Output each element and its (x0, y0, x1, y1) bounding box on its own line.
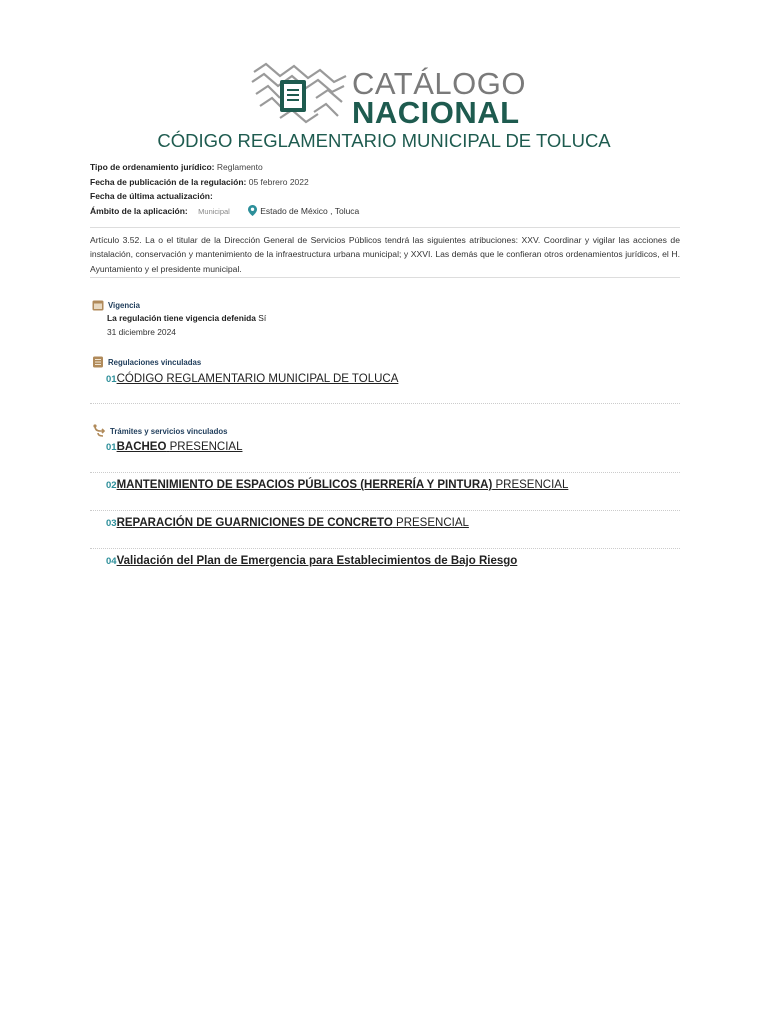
logo-text-nacional: NACIONAL (352, 95, 520, 130)
tramite-link[interactable] (117, 517, 469, 529)
regulacion-item (106, 372, 398, 387)
meta-ambito-label: Ámbito de la aplicación: (90, 205, 188, 216)
tramite-item (106, 516, 469, 531)
divider (90, 510, 680, 511)
tramite-name: MANTENIMIENTO DE ESPACIOS PÚBLICOS (HERRERÍA Y PINTURA) (116, 479, 493, 491)
tramite-mode: PRESENCIAL (169, 441, 243, 453)
tramite-item (106, 554, 517, 569)
tramites-heading-text: Trámites y servicios vinculados (110, 426, 228, 436)
divider (90, 277, 680, 278)
calendar-icon (92, 299, 104, 311)
catalog-logo-icon (250, 62, 350, 128)
meta-fecha-actualizacion (90, 189, 680, 204)
regulaciones-heading-text: Regulaciones vinculadas (108, 357, 202, 367)
tramite-mode: PRESENCIAL (396, 517, 469, 529)
vigencia-heading-text: Vigencia (108, 300, 140, 310)
logo-text-catalogo: CATÁLOGO (352, 66, 526, 101)
meta-ambito-value: Municipal (198, 206, 230, 216)
document-metadata (90, 160, 680, 219)
divider (90, 548, 680, 549)
tramite-name: BACHEO (116, 441, 167, 453)
tramite-name: REPARACIÓN DE GUARNICIONES DE CONCRETO (116, 517, 393, 529)
meta-fecha-pub-label: Fecha de publicación de la regulación: (90, 176, 247, 187)
meta-fecha-publicacion (90, 175, 680, 190)
tramite-link[interactable] (117, 555, 518, 567)
document-title: CÓDIGO REGLAMENTARIO MUNICIPAL DE TOLUCA (157, 130, 611, 151)
meta-location: Estado de México , Toluca (260, 205, 360, 216)
meta-tipo-value: Reglamento (216, 162, 263, 172)
divider (90, 472, 680, 473)
tramite-link[interactable] (117, 479, 569, 491)
tramites-heading (92, 424, 227, 438)
vigencia-label: La regulación tiene vigencia defenida (107, 313, 256, 323)
tramite-name: Validación del Plan de Emergencia para Establecimientos de Bajo Riesgo (116, 555, 518, 567)
location-pin-icon (248, 205, 257, 216)
tramite-item (106, 478, 568, 493)
article-text: Artículo 3.52. La o el titular de la Dirección General de Servicios Públicos tendrá las siguientes atribuciones: XXV. Coordinar y vigilar las acciones de instalación, conservación y mantenimiento de la infraestructura urbana municipal; y XXVI. Las demás que le confieran otros ordenamientos jurídicos, el H. Ayuntamiento y el presidente municipal. (90, 235, 680, 274)
divider (90, 403, 680, 404)
vigencia-heading (92, 299, 140, 311)
tramite-item (106, 440, 242, 455)
item-number: 02 (106, 480, 117, 491)
regulaciones-heading (92, 356, 201, 368)
vigencia-value: Sí (258, 313, 267, 323)
vigencia-status (107, 313, 266, 323)
tramite-link[interactable] (117, 441, 243, 453)
item-number: 04 (106, 556, 117, 567)
item-number: 01 (106, 374, 117, 385)
meta-ambito (90, 204, 680, 220)
item-number: 01 (106, 442, 117, 453)
divider (90, 227, 680, 228)
document-icon (92, 356, 104, 368)
link-arrows-icon (92, 424, 106, 438)
tramite-mode: PRESENCIAL (495, 479, 569, 491)
meta-tipo-label: Tipo de ordenamiento jurídico: (90, 162, 215, 172)
item-number: 03 (106, 518, 117, 529)
catalogo-nacional-logo (250, 62, 526, 130)
meta-fecha-act-label: Fecha de última actualización: (90, 191, 213, 201)
vigencia-date: 31 diciembre 2024 (107, 327, 176, 337)
meta-fecha-pub-value: 05 febrero 2022 (248, 176, 309, 187)
regulacion-link[interactable]: CÓDIGO REGLAMENTARIO MUNICIPAL DE TOLUCA (116, 373, 399, 385)
meta-tipo (90, 160, 680, 175)
